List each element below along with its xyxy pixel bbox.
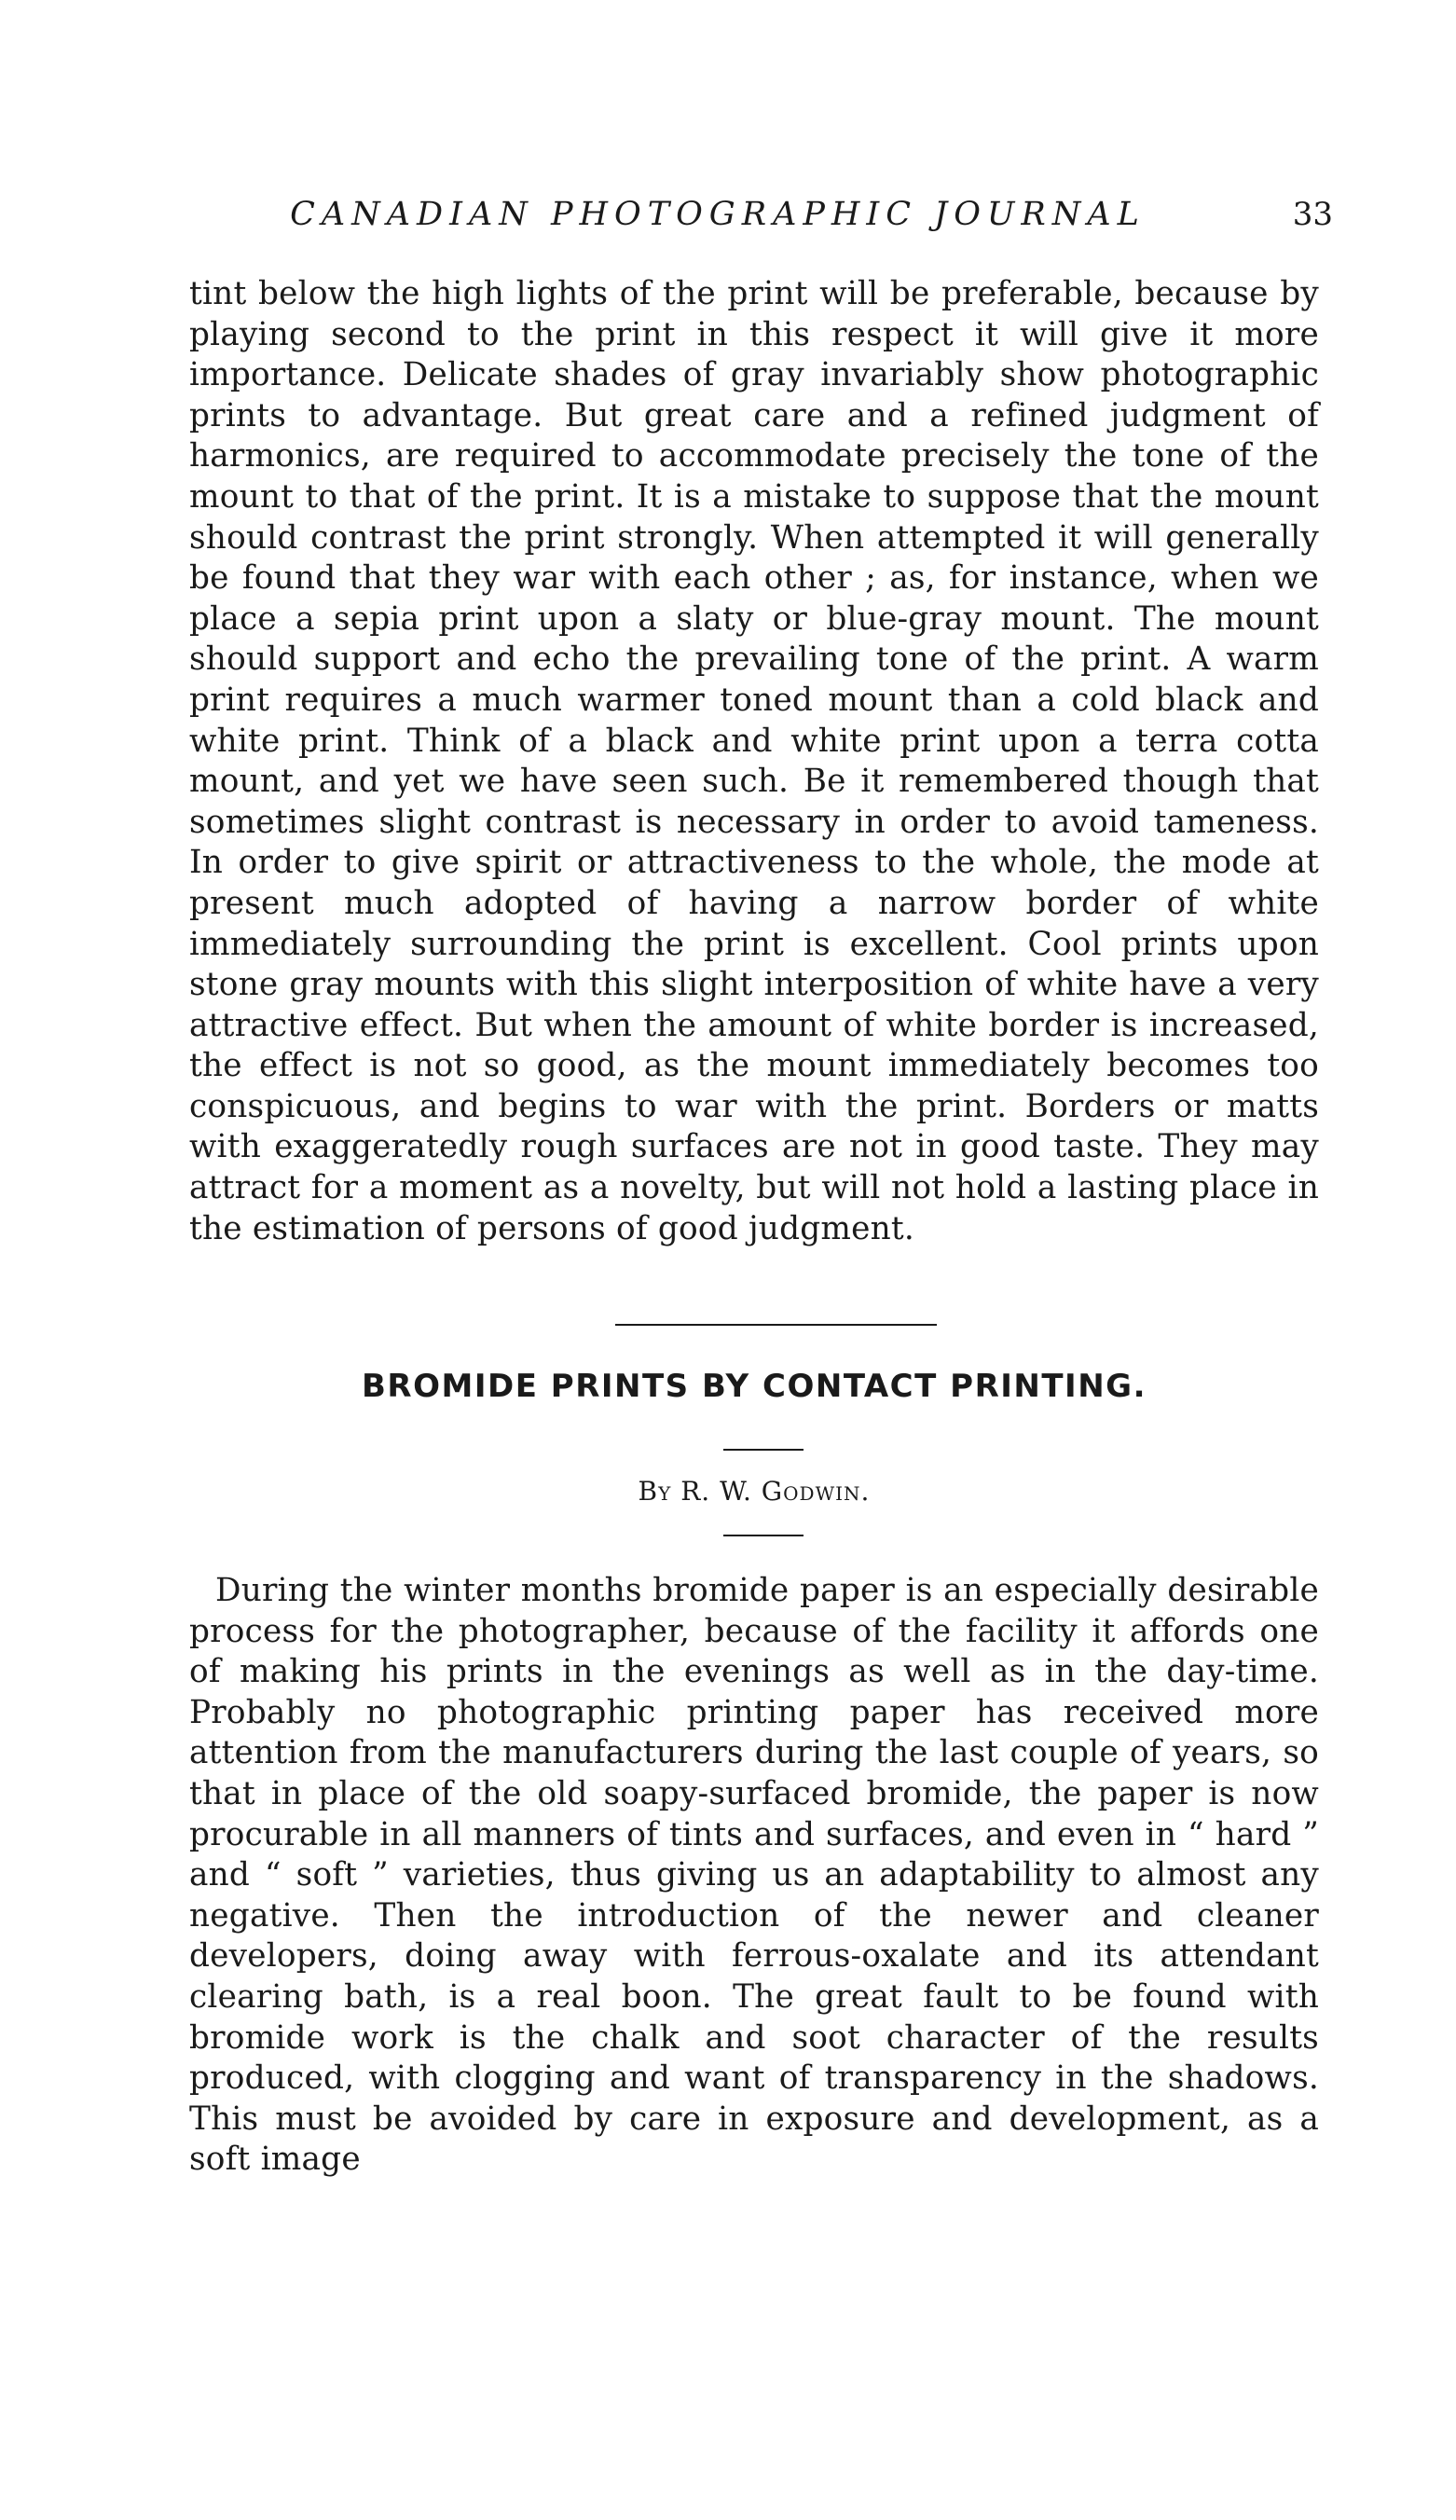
article-byline: By R. W. Godwin. — [638, 1476, 871, 1507]
section-divider — [615, 1324, 937, 1326]
article-paragraph: During the winter months bromide paper is an especially desirable process for the photographer, because of the facility it affords one of making his prints in the evenings as well as in the day-time. Probably no photographic printing paper has received more attention from the manufacturers during the last couple of years, so that in place of the old soapy-surfaced bromide, the paper is now procurable in all manners of tints and surfaces, and even in “ hard ” and “ soft ” varieties, thus giving us an adaptability to almost any negative. Then the introduction of the newer and cleaner developers, doing away with ferrous-oxalate and its attendant clearing bath, is a real boon. The great fault to be found with bromide work is the chalk and soot character of the results produced, with clogging and want of transparency in the shadows. This must be avoided by care in exposure and development, as a soft image — [189, 1572, 1319, 2179]
journal-title: CANADIAN PHOTOGRAPHIC JOURNAL — [290, 196, 1146, 233]
title-rule-top — [723, 1449, 804, 1451]
article-title: BROMIDE PRINTS BY CONTACT PRINTING. — [362, 1368, 1147, 1405]
title-rule-bottom — [723, 1535, 804, 1536]
body-paragraph-continued: tint below the high lights of the print will be preferable, because by playing second to the print in this respect it will give it more importance. Delicate shades of gray invariably show photographic prints to advantage. But great care and a refined judgment of harmonics, are required to accommodate precisely the tone of the mount to that of the print. It is a mistake to suppose that the mount should contrast the print strongly. When attempted it will generally be found that they war with each other ; as, for instance, when we place a sepia print upon a slaty or blue-gray mount. The mount should support and echo the prevailing tone of the print. A warm print requires a much warmer toned mount than a cold black and white print. Think of a black and white print upon a terra cotta mount, and yet we have seen such. Be it remembered though that sometimes slight contrast is necessary in order to avoid tameness. In order to give spirit or attractiveness to the whole, the mode at present much adopted of having a narrow border of white immediately surrounding the print is excellent. Cool prints upon stone gray mounts with this slight interposition of white have a very attractive effect. But when the amount of white border is increased, the effect is not so good, as the mount immediately becomes too conspicuous, and begins to war with the print. Borders or matts with exaggeratedly rough surfaces are not in good taste. They may attract for a moment as a novelty, but will not hold a lasting place in the estimation of persons of good judgment. — [189, 275, 1319, 1247]
page-number: 33 — [1292, 196, 1333, 233]
running-head — [186, 186, 1333, 242]
